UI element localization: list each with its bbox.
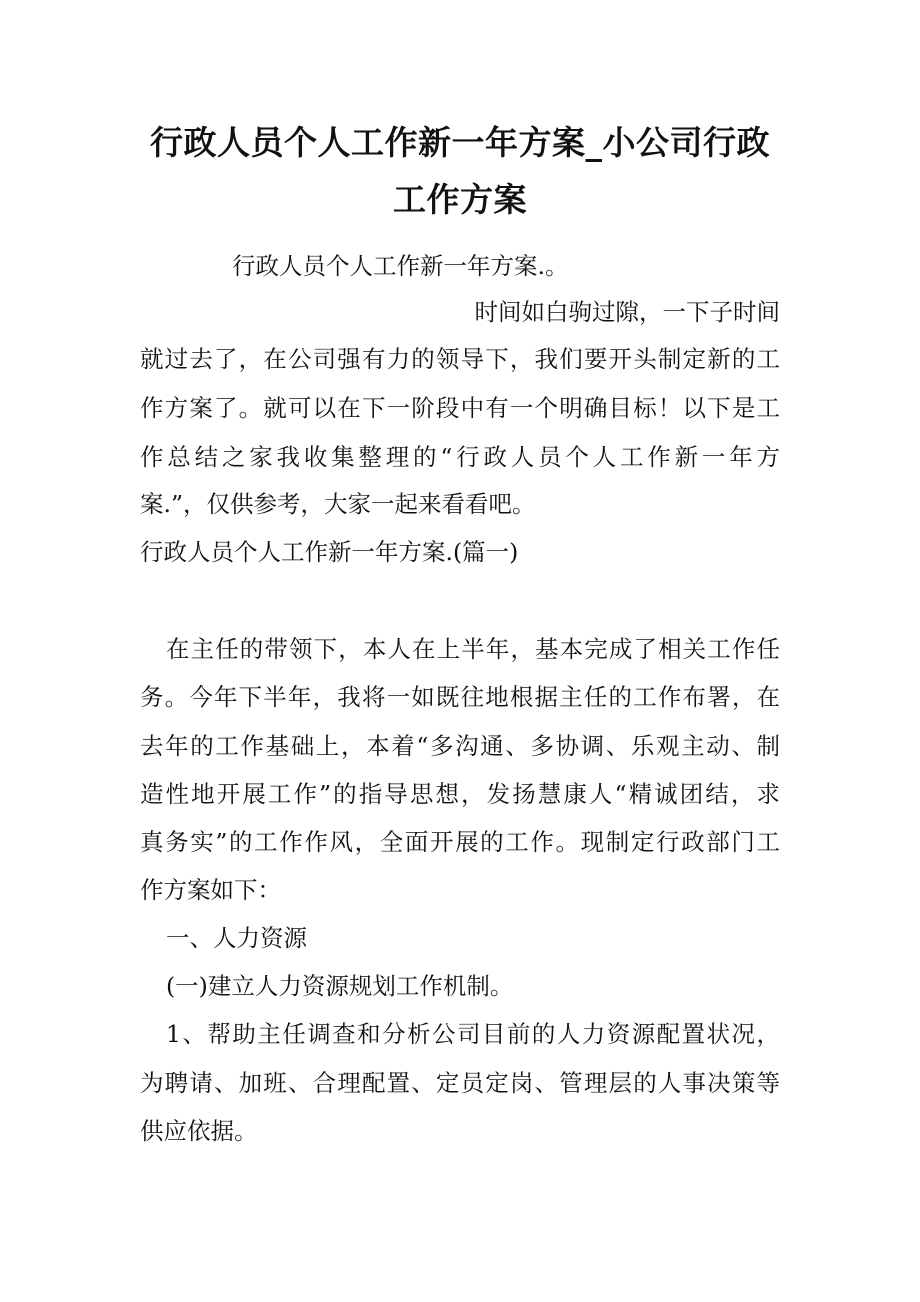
section-heading: 行政人员个人工作新一年方案.(篇一): [140, 538, 519, 566]
list-subheading: (一)建立人力资源规划工作机制。: [166, 972, 514, 1000]
paragraph-line: 造性地开展工作”的指导思想，发扬慧康人“精诚团结，求: [140, 780, 780, 808]
paragraph-line: 为聘请、加班、合理配置、定员定岗、管理层的人事决策等: [140, 1069, 780, 1097]
paragraph-line: 作方案了。就可以在下一阶段中有一个明确目标！以下是工: [140, 394, 780, 422]
paragraph-line: 就过去了，在公司强有力的领导下，我们要开头制定新的工: [140, 345, 780, 373]
paragraph-line: 1、帮助主任调查和分析公司目前的人力资源配置状况，: [166, 1020, 780, 1048]
paragraph-line: 供应依据。: [140, 1117, 258, 1145]
subtitle-line: 行政人员个人工作新一年方案.。: [232, 252, 569, 280]
document-title-line-2: 工作方案: [393, 180, 527, 219]
paragraph-line: 务。今年下半年，我将一如既往地根据主任的工作布署，在: [140, 683, 780, 711]
paragraph-line: 作方案如下：: [140, 876, 281, 904]
paragraph-line: 去年的工作基础上，本着“多沟通、多协调、乐观主动、制: [140, 732, 780, 760]
list-heading: 一、人力资源: [166, 924, 307, 952]
paragraph-line: 真务实”的工作作风，全面开展的工作。现制定行政部门工: [140, 828, 780, 856]
paragraph-line: 在主任的带领下，本人在上半年，基本完成了相关工作任: [166, 635, 780, 663]
paragraph-line: 作总结之家我收集整理的“行政人员个人工作新一年方: [140, 443, 780, 471]
paragraph-line: 案.”，仅供参考，大家一起来看看吧。: [140, 490, 536, 518]
document-title-line-1: 行政人员个人工作新一年方案_小公司行政: [150, 123, 770, 162]
paragraph-line: 时间如白驹过隙，一下子时间: [474, 298, 780, 326]
